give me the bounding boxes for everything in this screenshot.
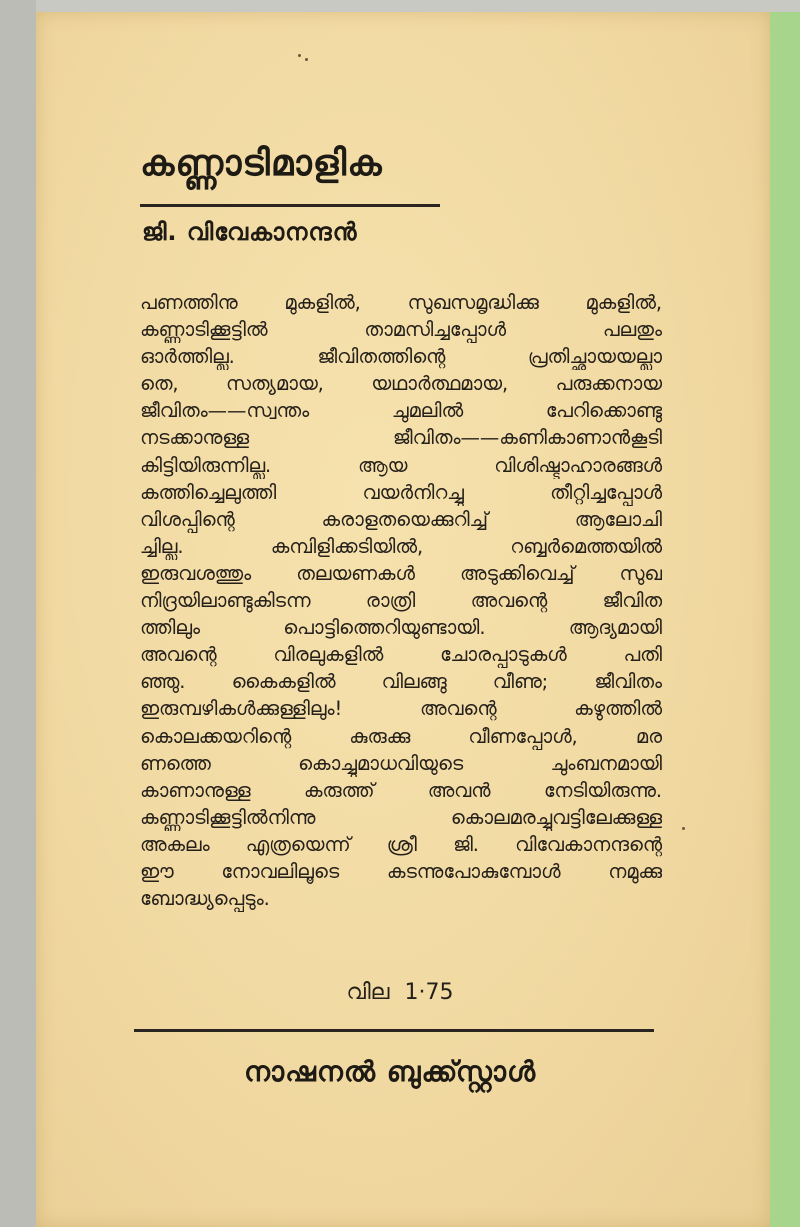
blurb-line: പണത്തിനു മുകളിൽ, സുഖസമൃദ്ധിക്കു മുകളിൽ, <box>140 291 662 314</box>
publisher-divider <box>134 1029 654 1032</box>
price-value: 1·75 <box>404 980 454 1005</box>
scan-left-margin <box>0 0 36 1227</box>
blurb-line: ണത്തെ കൊച്ചുമാധവിയുടെ ചുംബനമായി <box>140 751 662 775</box>
blurb-line: കണ്ണാടിക്കൂട്ടിൽ താമസിച്ചപ്പോൾ പലതും <box>140 318 662 342</box>
blurb-line: ഞ്ഞു. കൈകളിൽ വിലങ്ങു വീണു; ജീവിതം <box>140 670 662 694</box>
blurb-line: കിട്ടിയിരുന്നില്ല. ആയ വിശിഷ്ടാഹാരങ്ങൾ <box>140 453 662 477</box>
blurb-line: ച്ചില്ല. കമ്പിളിക്കടിയിൽ, റബ്ബർമെത്തയിൽ <box>140 534 662 558</box>
blurb-line: ത്തിലും പൊട്ടിത്തെറിയുണ്ടായി. ആദ്യമായി <box>140 616 662 640</box>
blurb-line: കൊലക്കയറിന്റെ കുരുക്കു വീണപ്പോൾ, മര <box>140 724 662 748</box>
blurb-line: അവന്റെ വിരലുകളിൽ ചോരപ്പാടുകൾ പതി <box>140 643 662 667</box>
paper-speck <box>682 827 685 830</box>
title-underline <box>140 204 440 207</box>
paper-speck <box>305 58 308 61</box>
price-line <box>0 980 800 1005</box>
blurb-line: തെ, സത്യമായ, യഥാർത്ഥമായ, പരുക്കനായ <box>140 372 662 396</box>
blurb-line: ഈ നോവലിലൂടെ കടന്നുപോകുമ്പോൾ നമുക്കു <box>140 859 662 883</box>
book-title: കണ്ണാടിമാളിക <box>140 143 383 184</box>
green-spine-edge <box>770 12 800 1227</box>
blurb-line: കണ്ണാടിക്കൂട്ടിൽനിന്നു കൊലമരച്ചുവട്ടിലേക്കുള്ള <box>140 805 662 829</box>
blurb-line: ബോദ്ധ്യപ്പെടും. <box>140 887 270 911</box>
blurb-line: കത്തിച്ചെലുത്തി വയർനിറച്ചു തീറ്റിച്ചപ്പോൾ <box>140 480 662 504</box>
blurb-line: ജീവിതം——സ്വന്തം ചുമലിൽ പേറിക്കൊണ്ടു <box>140 399 662 423</box>
scan-top-margin <box>0 0 800 12</box>
paper-speck <box>298 54 301 57</box>
book-author: ജി. വിവേകാനന്ദൻ <box>142 218 358 246</box>
blurb-line: അകലം എത്രയെന്ന് ശ്രീ ജി. വിവേകാനന്ദന്റെ <box>140 832 662 856</box>
blurb-line: ഓർത്തില്ല. ജീവിതത്തിന്റെ പ്രതിച്ഛായയല്ലാ <box>140 345 662 369</box>
blurb-paragraph <box>140 289 662 912</box>
blurb-line: നടക്കാനുള്ള ജീവിതം——കണികാണാൻകൂടി <box>140 426 662 450</box>
blurb-line: കാണാനുള്ള കരുത്ത് അവൻ നേടിയിരുന്നു. <box>140 778 662 802</box>
blurb-line: ഇരുമ്പഴികൾക്കുള്ളിലും! അവന്റെ കഴുത്തിൽ <box>140 697 662 721</box>
price-label: വില <box>346 980 390 1005</box>
blurb-line: നിദ്രയിലാണ്ടുകിടന്ന രാത്രി അവന്റെ ജീവിത <box>140 589 662 613</box>
publisher-name: നാഷനൽ ബുക്ക്സ്റ്റാൾ <box>243 1055 537 1088</box>
blurb-line: വിശപ്പിന്റെ കരാളതയെക്കുറിച്ച് ആലോചി <box>140 507 662 531</box>
blurb-line: ഇരുവശത്തും തലയണകൾ അടുക്കിവെച്ച് സുഖ <box>140 561 662 585</box>
